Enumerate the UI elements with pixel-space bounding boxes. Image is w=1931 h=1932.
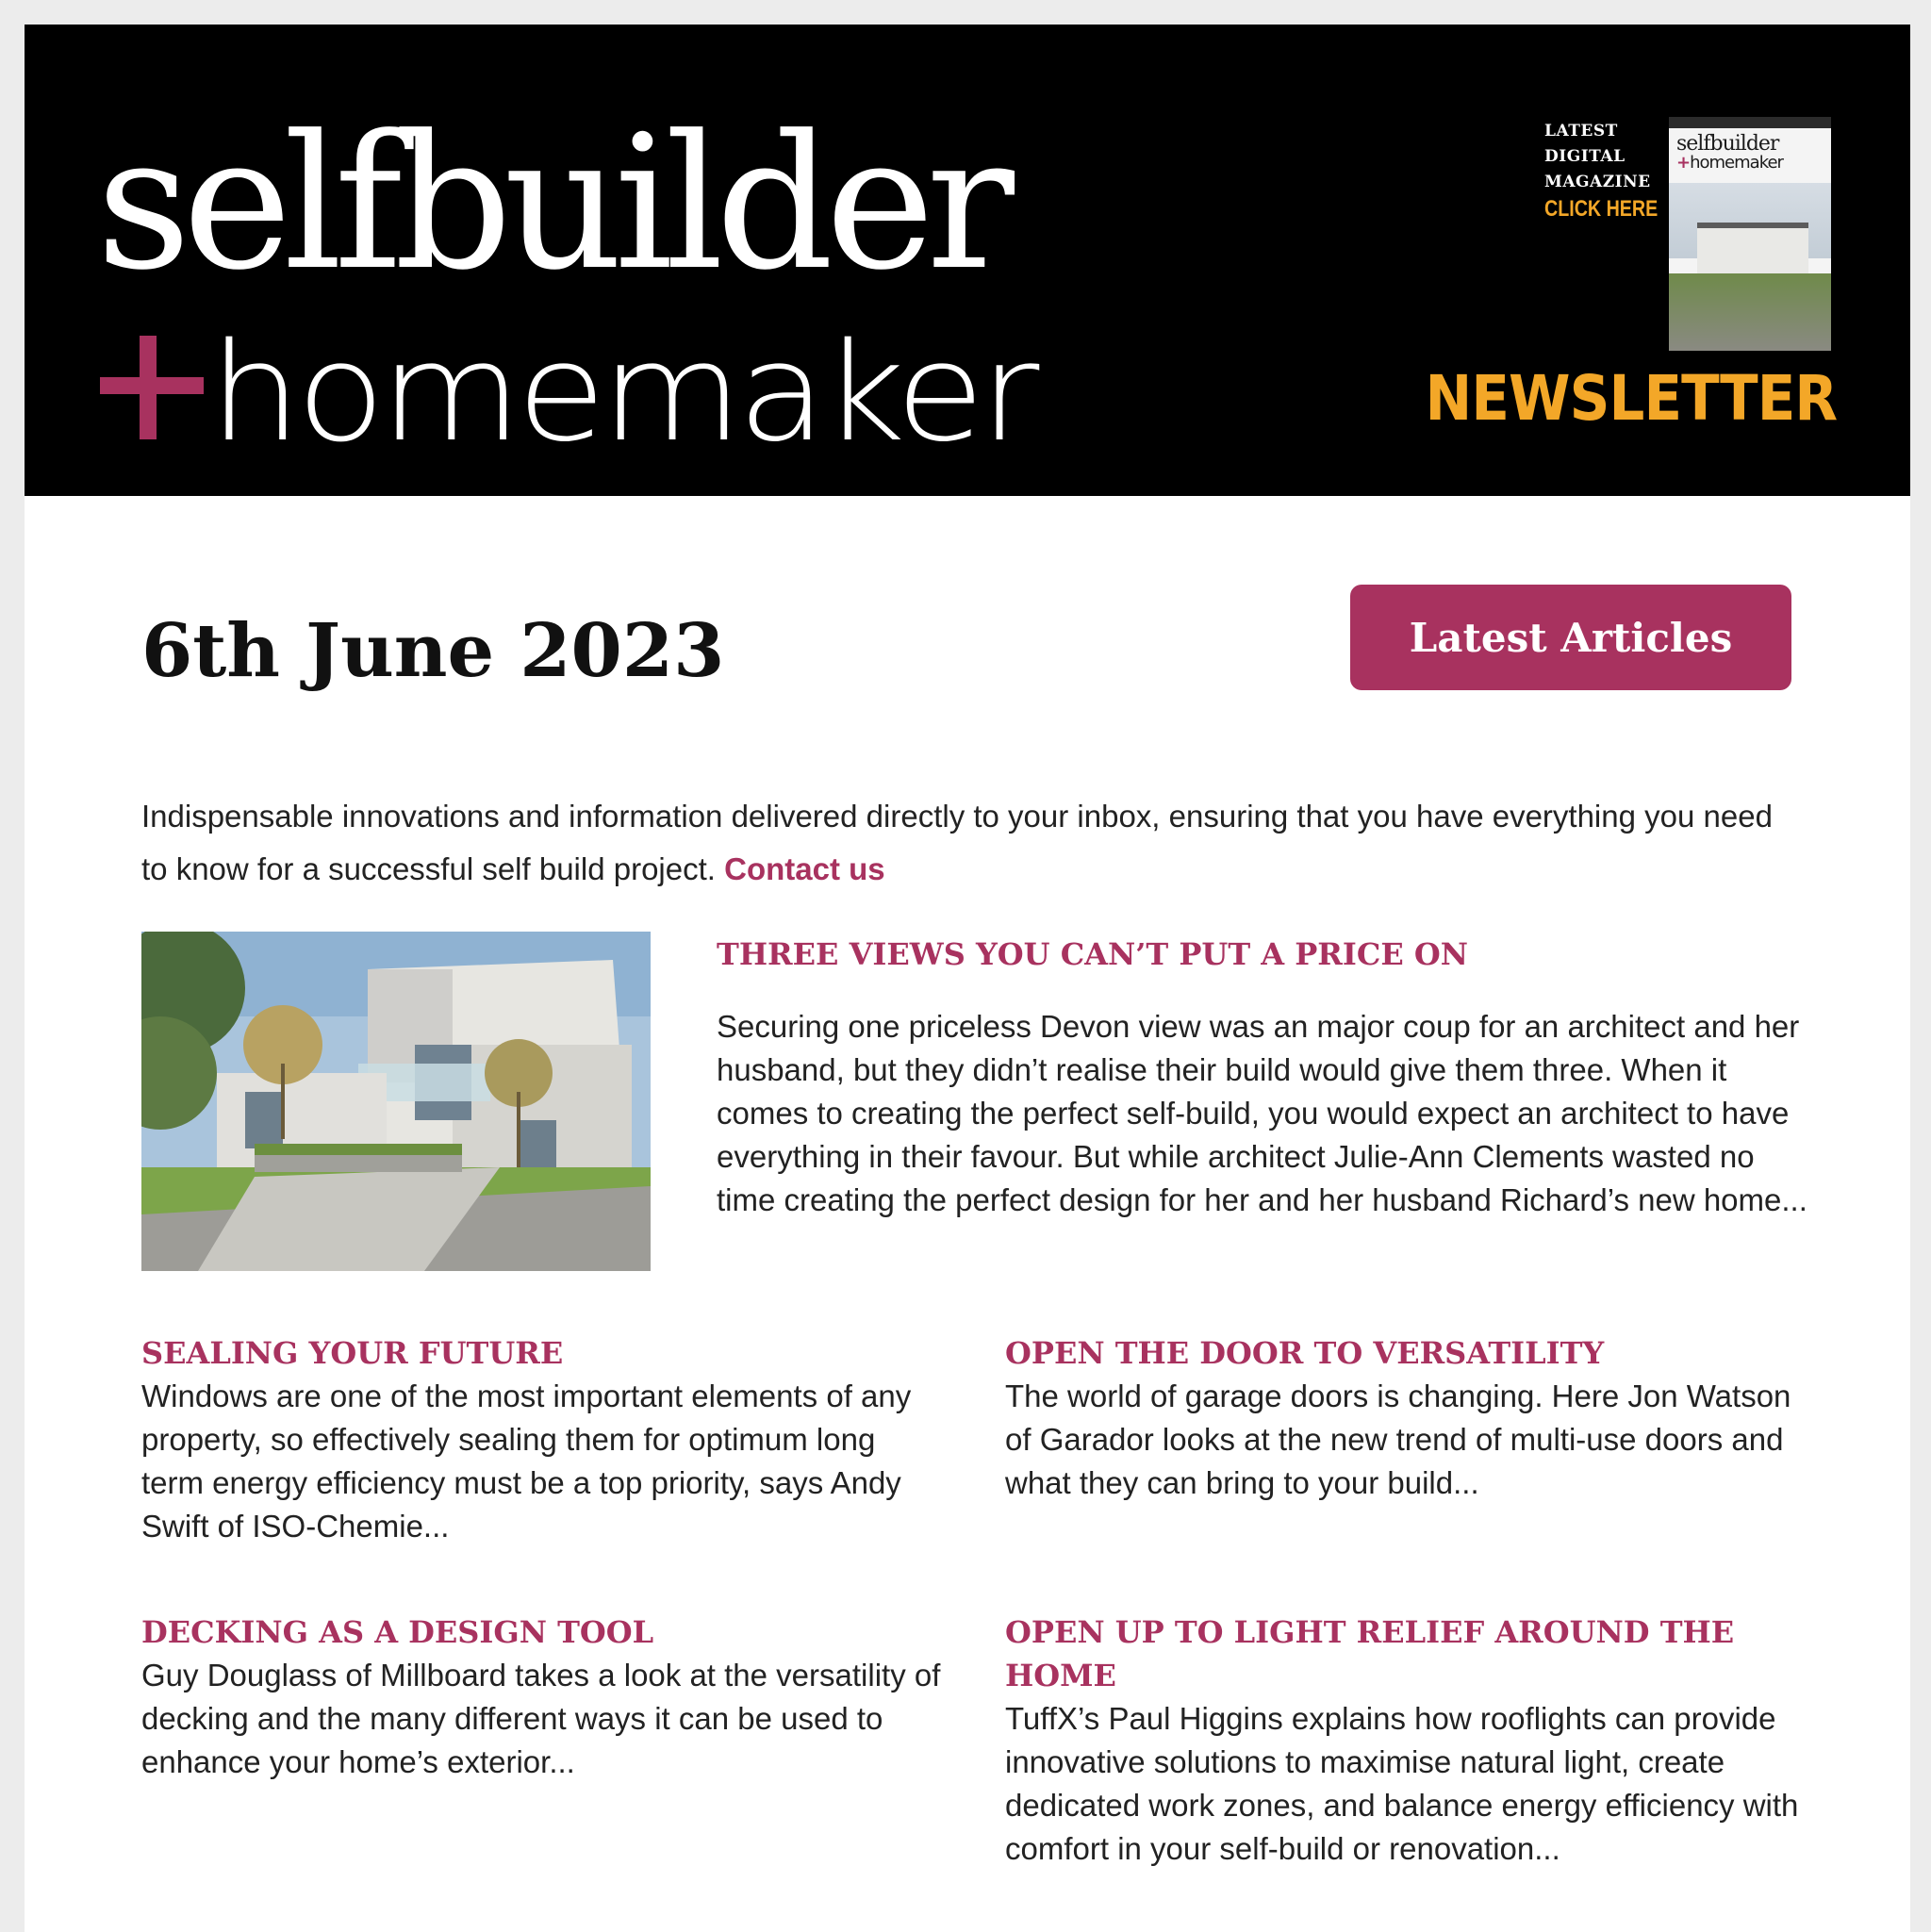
- magazine-line-latest: LATEST: [1544, 122, 1618, 140]
- magazine-line-magazine: MAGAZINE: [1544, 173, 1651, 191]
- logo-plus-icon: [100, 336, 204, 439]
- magazine-line-digital: DIGITAL: [1544, 147, 1626, 166]
- intro-text: Indispensable innovations and information delivered directly to your inbox, ensuring that you have everything you need to know for a successful self build project.: [141, 799, 1773, 886]
- cover-masthead-sub-text: homemaker: [1690, 153, 1783, 173]
- article-summary: Guy Douglass of Millboard takes a look at the versatility of decking and the many different ways it can be used to enhance your home’s exterior...: [141, 1658, 941, 1779]
- click-here-link[interactable]: CLICK HERE: [1544, 196, 1659, 222]
- cover-photo-ground: [1669, 273, 1831, 351]
- cover-masthead-sub: [1676, 155, 1783, 172]
- article-title[interactable]: OPEN UP TO LIGHT RELIEF AROUND THE HOME: [1005, 1614, 1735, 1693]
- featured-article-title[interactable]: THREE VIEWS YOU CAN’T PUT A PRICE ON: [717, 936, 1468, 972]
- latest-articles-button[interactable]: Latest Articles: [1350, 585, 1791, 690]
- intro-paragraph: [141, 790, 1801, 896]
- digital-magazine-link[interactable]: [1544, 119, 1667, 223]
- article-card: [1005, 1331, 1807, 1505]
- logo-wordmark-bottom: homemaker: [209, 313, 1035, 471]
- featured-article-image[interactable]: [141, 932, 651, 1271]
- featured-article-summary: Securing one priceless Devon view was an major coup for an architect and her husband, but they didn’t realise their build would give them three. When it comes to creating the perfect self-build, you would expect an architect to have everything in their favour. But while architect Julie-Ann Clements wasted no time creating the perfect design for her and her husband Richard’s new home...: [717, 1009, 1807, 1217]
- article-card: [1005, 1610, 1807, 1871]
- cover-masthead: selfbuilder: [1676, 132, 1779, 156]
- logo-plus-vertical: [140, 336, 157, 439]
- site-logo[interactable]: [25, 25, 1062, 496]
- issue-date: 6th June 2023: [141, 608, 725, 694]
- logo-wordmark-top: selfbuilder: [96, 96, 1007, 311]
- contact-us-link[interactable]: Contact us: [724, 851, 885, 886]
- magazine-cover-thumbnail[interactable]: [1669, 117, 1831, 351]
- newsletter-label: NEWSLETTER: [1425, 362, 1837, 435]
- article-title[interactable]: OPEN THE DOOR TO VERSATILITY: [1005, 1335, 1605, 1371]
- article-title[interactable]: SEALING YOUR FUTURE: [141, 1335, 564, 1371]
- newsletter-sheet: [25, 25, 1910, 1932]
- article-title[interactable]: DECKING AS A DESIGN TOOL: [141, 1614, 654, 1650]
- article-card: [141, 1610, 943, 1784]
- cover-plus-icon: +: [1676, 153, 1691, 173]
- article-summary: TuffX’s Paul Higgins explains how rooflights can provide innovative solutions to maximise natural light, create dedicated work zones, and balance energy efficiency with comfort in your self-build or renovation...: [1005, 1701, 1799, 1866]
- article-summary: The world of garage doors is changing. Here Jon Watson of Garador looks at the new trend of multi-use doors and what they can bring to your build...: [1005, 1379, 1791, 1500]
- article-card: [141, 1331, 943, 1548]
- house-photo: [141, 932, 651, 1271]
- cover-top-strip: [1669, 117, 1831, 128]
- article-summary: Windows are one of the most important elements of any property, so effectively sealing them for optimum long term energy efficiency must be a top priority, says Andy Swift of ISO-Chemie...: [141, 1379, 912, 1544]
- newsletter-header: [25, 25, 1910, 496]
